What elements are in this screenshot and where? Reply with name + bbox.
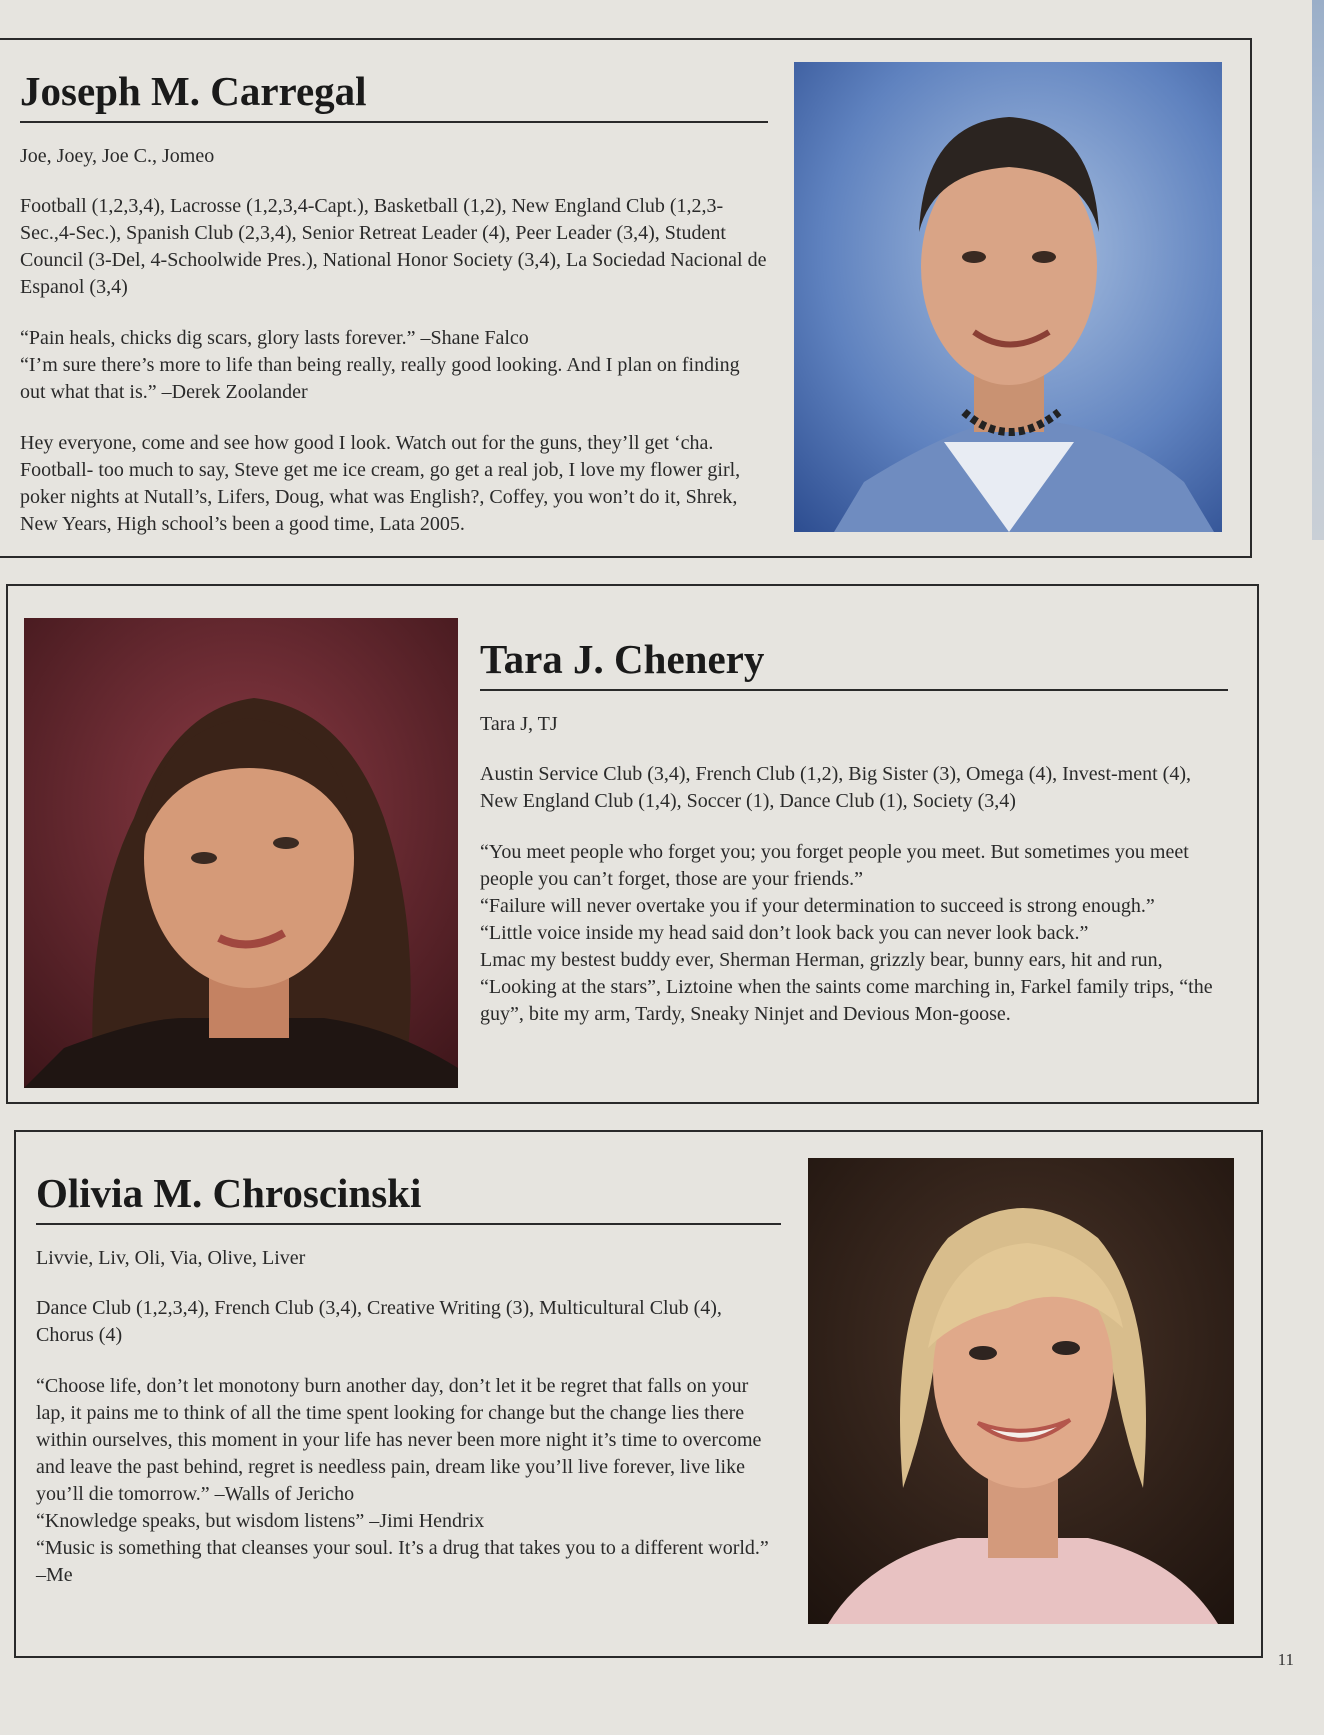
student-name: Olivia M. Chroscinski	[36, 1170, 781, 1225]
quote: “Pain heals, chicks dig scars, glory lasts forever.” –Shane Falco	[20, 327, 529, 350]
student-quotes	[36, 1373, 781, 1589]
page-edge	[1312, 0, 1324, 540]
student-activities: Football (1,2,3,4), Lacrosse (1,2,3,4-Capt.), Basketball (1,2), New England Club (1,2,3-Sec.,4-Sec.), Spanish Club (2,3,4), Senior Retreat Leader (4), Peer Leader (3,4), Student Council (3-Del, 4-Schoolwide Pres.), National Honor Society (3,4), La Sociedad Nacional de Espanol (3,4)	[20, 195, 767, 299]
student-name: Tara J. Chenery	[480, 636, 1228, 691]
quote: “Little voice inside my head said don’t look back you can never look back.”	[480, 922, 1089, 945]
student-activities: Dance Club (1,2,3,4), French Club (3,4), Creative Writing (3), Multicultural Club (4), Chorus (4)	[36, 1297, 722, 1347]
quote: “Failure will never overtake you if your determination to succeed is strong enough.”	[480, 895, 1155, 918]
quote: “I’m sure there’s more to life than being really, really good looking. And I plan on finding out what that is.” –Derek Zoolander	[20, 354, 740, 404]
student-nicknames: Joe, Joey, Joe C., Jomeo	[20, 145, 215, 168]
student-activities: Austin Service Club (3,4), French Club (1,2), Big Sister (3), Omega (4), Invest-ment (4), New England Club (1,4), Soccer (1), Dance Club (1), Society (3,4)	[480, 763, 1191, 813]
quote: “Knowledge speaks, but wisdom listens” –Jimi Hendrix	[36, 1510, 485, 1533]
student-nicknames: Tara J, TJ	[480, 713, 558, 736]
student-portrait-chroscinski	[808, 1158, 1234, 1624]
student-portrait-chenery	[24, 618, 458, 1088]
student-text-chenery	[480, 636, 1228, 1028]
student-message: Hey everyone, come and see how good I look. Watch out for the guns, they’ll get ‘cha. Football- too much to say, Steve get me ice cream, go get a real job, I love my flower girl, poker nights at Nutall’s, Lifers, Doug, what was English?, Coffey, you won’t do it, Shrek, New Years, High school’s been a good time, Lata 2005.	[20, 432, 741, 536]
student-quotes	[480, 839, 1228, 1028]
student-text-carregal	[20, 68, 768, 538]
student-nicknames: Livvie, Liv, Oli, Via, Olive, Liver	[36, 1247, 306, 1270]
student-quotes	[20, 325, 768, 406]
student-name: Joseph M. Carregal	[20, 68, 768, 123]
page-number: 11	[1277, 1650, 1294, 1669]
quote: “Music is something that cleanses your soul. It’s a drug that takes you to a different world.” –Me	[36, 1537, 769, 1587]
student-text-chroscinski	[36, 1170, 781, 1589]
student-message: Lmac my bestest buddy ever, Sherman Herman, grizzly bear, bunny ears, hit and run, “Looking at the stars”, Liztoine when the saints come marching in, Farkel family trips, “the guy”, bite my arm, Tardy, Sneaky Ninjet and Devious Mon-goose.	[480, 949, 1213, 1026]
quote: “Choose life, don’t let monotony burn another day, don’t let it be regret that falls on your lap, it pains me to think of all the time spent looking for change but the change lies there within ourselves, this moment in your life has never been more night it’s time to overcome and leave the past behind, regret is needless pain, dream like you’ll live forever, live like you’ll die tomorrow.” –Walls of Jericho	[36, 1375, 762, 1506]
student-portrait-carregal	[794, 62, 1222, 532]
quote: “You meet people who forget you; you forget people you meet. But sometimes you meet people you can’t forget, those are your friends.”	[480, 841, 1189, 891]
